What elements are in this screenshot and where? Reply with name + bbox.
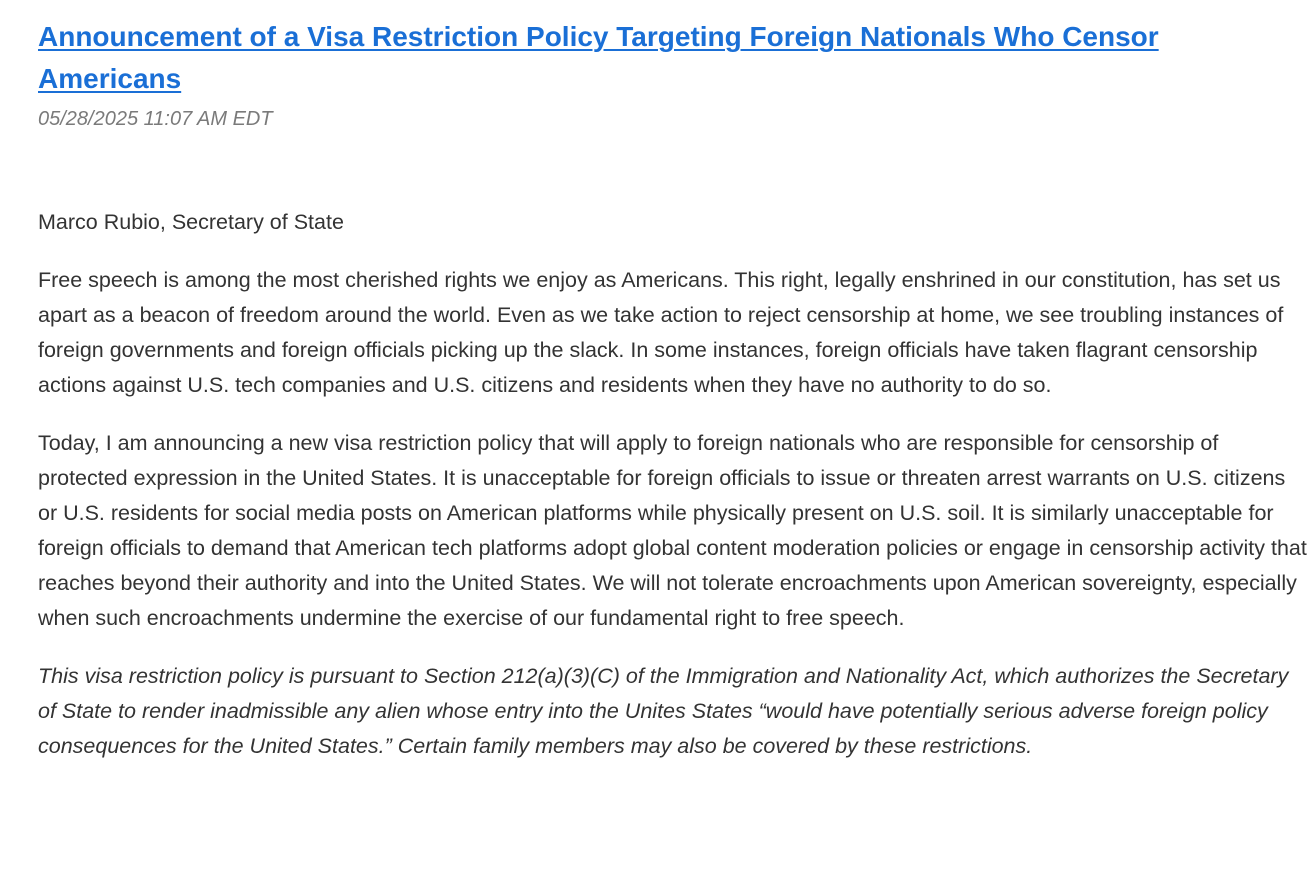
article-paragraph-2: Today, I am announcing a new visa restriction policy that will apply to foreign nationals who are responsible for censorship of protected expression in the United States. It is unacceptable for foreign officials to issue or threaten arrest warrants on U.S. citizens or U.S. residents for social media posts on American platforms while physically present on U.S. soil. It is similarly unacceptable for foreign officials to demand that American tech platforms adopt global content moderation policies or engage in censorship activity that reaches beyond their authority and into the United States. We will not tolerate encroachments upon American sovereignty, especially when such encroachments undermine the exercise of our fundamental right to free speech. [38,431,1307,630]
article-title [38,0,1188,100]
article-timestamp: 05/28/2025 11:07 AM EDT [38,108,273,130]
article-title-link[interactable]: Announcement of a Visa Restriction Policy Targeting Foreign Nationals Who Censor Americans [38,21,1159,94]
article-paragraph-3: This visa restriction policy is pursuant to Section 212(a)(3)(C) of the Immigration and Nationality Act, which authorizes the Secretary of State to render inadmissible any alien whose entry into the Unites States “would have potentially serious adverse foreign policy consequences for the United States.” Certain family members may also be covered by these restrictions. [38,664,1289,758]
article-paragraph-1: Free speech is among the most cherished rights we enjoy as Americans. This right, legally enshrined in our constitution, has set us apart as a beacon of freedom around the world. Even as we take action to reject censorship at home, we see troubling instances of foreign governments and foreign officials picking up the slack. In some instances, foreign officials have taken flagrant censorship actions against U.S. tech companies and U.S. citizens and residents when they have no authority to do so. [38,268,1284,397]
article-byline: Marco Rubio, Secretary of State [38,210,344,234]
